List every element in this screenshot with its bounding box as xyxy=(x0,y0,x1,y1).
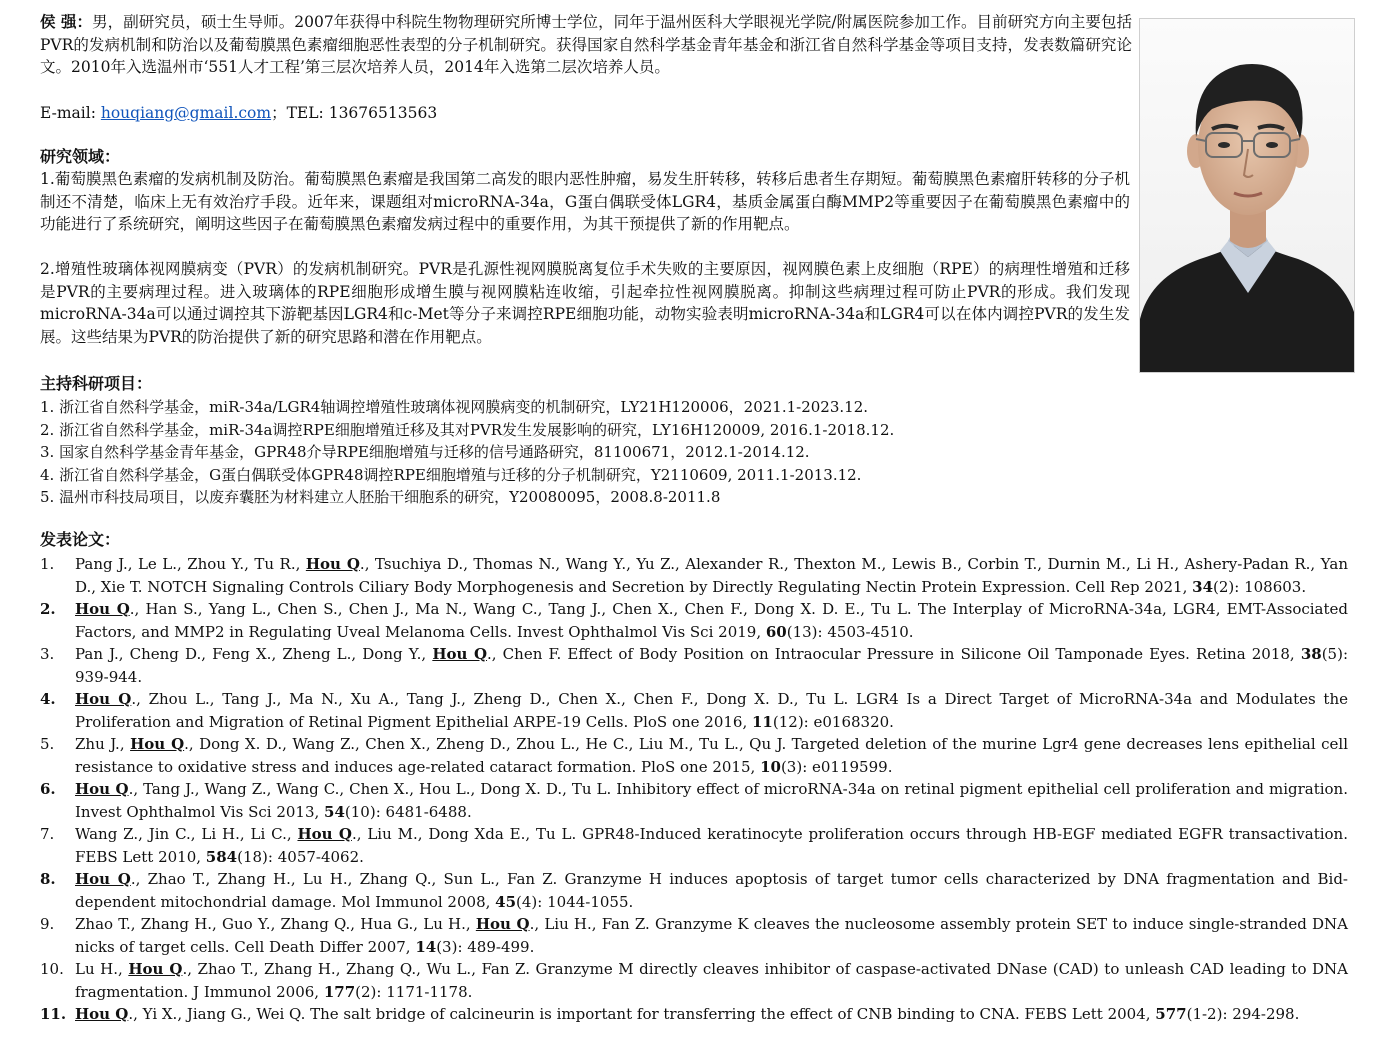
publication-item xyxy=(40,868,1348,913)
publication-citation xyxy=(75,1003,1348,1026)
project-item: 5. 温州市科技局项目，以废弃囊胚为材料建立人胚胎干细胞系的研究，Y20080095，2008.8-2011.8 xyxy=(40,488,721,506)
profile-intro xyxy=(40,11,1132,79)
publication-citation xyxy=(75,823,1348,868)
portrait-photo xyxy=(1139,18,1355,373)
publication-number: 10. xyxy=(40,960,64,978)
citation-issue: (3) xyxy=(436,937,458,956)
citation-rest: ., Liu H., Fan Z. Granzyme K cleaves the nucleosome assembly protein SET to induce single-stranded DNA nicks of target cells. Cell Death Differ 2007, xyxy=(75,915,1348,956)
citation-volume: 38 xyxy=(1300,645,1322,663)
publication-number: 7. xyxy=(40,825,55,843)
citation-volume: 14 xyxy=(415,937,437,956)
citation-issue: (10) xyxy=(344,802,376,821)
publications-list xyxy=(40,553,1348,1040)
email-label: E-mail: xyxy=(40,104,101,122)
citation-authors-before: Zhao T., Zhang H., Guo Y., Zhang Q., Hua G., Lu H., xyxy=(75,915,476,933)
citation-authors-before: Wang Z., Jin C., Li H., Li C., xyxy=(75,825,298,843)
publication-item xyxy=(40,913,1348,958)
citation-volume: 45 xyxy=(495,892,517,911)
publication-citation xyxy=(75,868,1348,913)
publication-item xyxy=(40,733,1348,778)
citation-pages: : e0168320. xyxy=(803,712,894,731)
citation-rest: ., Yi X., Jiang G., Wei Q. The salt bridge of calcineurin is important for transferring the effect of CNB binding to CNA. FEBS Lett 2004, xyxy=(128,1005,1156,1023)
publication-citation xyxy=(75,643,1348,688)
publication-item xyxy=(40,553,1348,598)
citation-pages: : 939-944. xyxy=(75,645,1348,686)
publication-number: 6. xyxy=(40,780,56,798)
publication-item xyxy=(40,1003,1348,1040)
citation-pages: : e0119599. xyxy=(802,757,893,776)
citation-rest: ., Tang J., Wang Z., Wang C., Chen X., Hou L., Dong X. D., Tu L. Inhibitory effect of microRNA-34a on retinal pigment epithelial cell proliferation and migration. Invest Ophthalmol Vis Sci 2013, xyxy=(75,780,1348,821)
citation-volume: 177 xyxy=(323,982,356,1001)
publication-citation xyxy=(75,958,1348,1003)
profile-intro-text: 男，副研究员，硕士生导师。2007年获得中科院生物物理研究所博士学位，同年于温州医科大学眼视光学院/附属医院参加工作。目前研究方向主要包括PVR的发病机制和防治以及葡萄膜黑色素瘤细胞恶性表型的分子机制研究。获得国家自然科学基金青年基金和浙江省自然科学基金等项目支持，发表数篇研究论文。2010年入选温州市‘551人才工程’第三层次培养人员，2014年入选第二层次培养人员。 xyxy=(40,13,1132,77)
citation-pages: : 4503-4510. xyxy=(817,622,914,641)
publication-number: 4. xyxy=(40,690,56,708)
citation-pages: : 294-298. xyxy=(1222,1005,1300,1023)
author-highlight: Hou Q xyxy=(305,555,360,573)
citation-volume: 577 xyxy=(1155,1005,1187,1023)
citation-volume: 34 xyxy=(1192,577,1214,596)
project-item: 1. 浙江省自然科学基金，miR-34a/LGR4轴调控增殖性玻璃体视网膜病变的机制研究，LY21H120006，2021.1-2023.12. xyxy=(40,398,869,416)
citation-issue: (1-2) xyxy=(1186,1005,1223,1023)
citation-authors-before: Pan J., Cheng D., Feng X., Zheng L., Dong Y., xyxy=(75,645,433,663)
project-item: 2. 浙江省自然科学基金，miR-34a调控RPE细胞增殖迁移及其对PVR发生发展影响的研究，LY16H120009, 2016.1-2018.12. xyxy=(40,420,895,439)
citation-issue: (18) xyxy=(237,847,268,866)
publication-number: 3. xyxy=(40,645,55,663)
research-heading: 研究领域： xyxy=(40,147,121,166)
author-highlight: Hou Q xyxy=(75,600,130,618)
author-highlight: Hou Q xyxy=(75,870,131,888)
citation-issue: (2) xyxy=(1213,577,1235,596)
citation-pages: : 1171-1178. xyxy=(376,982,473,1001)
publication-citation xyxy=(75,688,1348,733)
citation-issue: (13) xyxy=(786,622,818,641)
citation-volume: 54 xyxy=(324,802,345,821)
citation-volume: 60 xyxy=(765,622,787,641)
citation-rest: ., Chen F. Effect of Body Position on Intraocular Pressure in Silicone Oil Tamponade Eyes. Retina 2018, xyxy=(487,645,1301,663)
citation-issue: (4) xyxy=(516,892,538,911)
publication-citation xyxy=(75,778,1348,823)
citation-rest: ., Zhou L., Tang J., Ma N., Xu A., Tang J., Zheng D., Chen X., Chen F., Dong X. D., Tu L. LGR4 Is a Direct Target of MicroRNA-34a and Modulates the Proliferation and Migration of Retinal Pigment Epithelial ARPE-19 Cells. PloS one 2016, xyxy=(75,690,1348,731)
citation-pages: : 1044-1055. xyxy=(537,892,634,911)
publication-number: 9. xyxy=(40,915,55,933)
citation-issue: (3) xyxy=(780,757,803,776)
citation-volume: 10 xyxy=(760,757,781,776)
tel-label: ；TEL: xyxy=(271,104,329,122)
author-highlight: Hou Q xyxy=(75,690,132,708)
citation-rest: ., Liu M., Dong Xda E., Tu L. GPR48-Induced keratinocyte proliferation occurs through HB-EGF mediated EGFR transactivation. FEBS Lett 2010, xyxy=(75,825,1348,866)
publication-item xyxy=(40,823,1348,868)
citation-pages: : 108603. xyxy=(1234,577,1307,596)
publication-citation xyxy=(75,553,1348,598)
publication-number: 8. xyxy=(40,870,56,888)
publication-number: 5. xyxy=(40,735,55,753)
citation-authors-before: Pang J., Le L., Zhou Y., Tu R., xyxy=(75,555,306,573)
citation-volume: 11 xyxy=(752,712,773,731)
author-highlight: Hou Q xyxy=(297,825,352,843)
author-highlight: Hou Q xyxy=(130,735,185,753)
citation-volume: 584 xyxy=(205,847,238,866)
publication-citation xyxy=(75,598,1348,643)
publication-number: 1. xyxy=(40,555,55,573)
publication-item xyxy=(40,958,1348,1003)
author-highlight: Hou Q xyxy=(75,780,129,798)
publication-item xyxy=(40,778,1348,823)
email-link[interactable]: houqiang@gmail.com xyxy=(100,104,272,122)
citation-rest: ., Zhao T., Zhang H., Zhang Q., Wu L., Fan Z. Granzyme M directly cleaves inhibitor of caspase-activated DNase (CAD) to unleash CAD leading to DNA fragmentation. J Immunol 2006, xyxy=(75,960,1349,1001)
citation-pages: : 6481-6488. xyxy=(375,802,472,821)
citation-authors-before: Zhu J., xyxy=(75,735,131,753)
author-highlight: Hou Q xyxy=(475,915,530,933)
publication-number: 11. xyxy=(40,1005,67,1023)
citation-issue: (5) xyxy=(1321,645,1343,663)
citation-pages: : 4057-4062. xyxy=(267,847,364,866)
author-highlight: Hou Q xyxy=(432,645,488,663)
author-highlight: Hou Q xyxy=(128,960,183,978)
research-item-2: 2.增殖性玻璃体视网膜病变（PVR）的发病机制研究。PVR是孔源性视网膜脱离复位手术失败的主要原因，视网膜色素上皮细胞（RPE）的病理性增殖和迁移是PVR的主要病理过程。进入玻璃体的RPE细胞形成增生膜与视网膜粘连收缩，引起牵拉性视网膜脱离。抑制这些病理过程可防止PVR的形成。我们发现microRNA-34a可以通过调控其下游靶基因LGR4和c-Met等分子来调控RPE细胞功能，动物实验表明microRNA-34a和LGR4可以在体内调控PVR的发生发展。这些结果为PVR的防治提供了新的研究思路和潜在作用靶点。 xyxy=(40,260,1130,346)
publication-item xyxy=(40,598,1348,643)
author-highlight: Hou Q xyxy=(75,1005,129,1023)
research-item-1: 1.葡萄膜黑色素瘤的发病机制及防治。葡萄膜黑色素瘤是我国第二高发的眼内恶性肿瘤，易发生肝转移，转移后患者生存期短。葡萄膜黑色素瘤肝转移的分子机制还不清楚，临床上无有效治疗手段。近年来，课题组对microRNA-34a，G蛋白偶联受体LGR4，基质金属蛋白酶MMP2等重要因子在葡萄膜黑色素瘤中的功能进行了系统研究，阐明这些因子在葡萄膜黑色素瘤发病过程中的重要作用，为其干预提供了新的作用靶点。 xyxy=(40,170,1130,234)
project-item: 4. 浙江省自然科学基金，G蛋白偶联受体GPR48调控RPE细胞增殖与迁移的分子机制研究，Y2110609, 2011.1-2013.12. xyxy=(40,465,862,484)
tel-value: 13676513563 xyxy=(328,104,438,122)
citation-rest: ., Han S., Yang L., Chen S., Chen J., Ma N., Wang C., Tang J., Chen X., Chen F., Dong X. D. E., Tu L. The Interplay of MicroRNA-34a, LGR4, EMT-Associated Factors, and MMP2 in Regulating Uveal Melanoma Cells. Invest Ophthalmol Vis Sci 2019, xyxy=(75,600,1349,641)
projects-heading: 主持科研项目： xyxy=(40,374,153,393)
citation-issue: (12) xyxy=(772,712,804,731)
citation-rest: ., Tsuchiya D., Thomas N., Wang Y., Yu Z., Alexander R., Thexton M., Lewis B., Corbin T., Durnin M., Li H., Ashery-Padan R., Yan D., Xie T. NOTCH Signaling Controls Ciliary Body Morphogenesis and Secretion by Directly Regulating Nectin Protein Expression. Cell Rep 2021, xyxy=(75,555,1349,596)
contact-line xyxy=(40,102,1132,125)
publication-citation xyxy=(75,913,1348,958)
citation-issue: (2) xyxy=(355,982,377,1001)
publication-number: 2. xyxy=(40,600,56,618)
publication-item xyxy=(40,643,1348,688)
citation-rest: ., Dong X. D., Wang Z., Chen X., Zheng D., Zhou L., He C., Liu M., Tu L., Qu J. Targeted deletion of the murine Lgr4 gene decreases lens epithelial cell resistance to oxidative stress and induces age-related cataract formation. PloS one 2015, xyxy=(75,735,1349,776)
citation-authors-before: Lu H., xyxy=(75,960,129,978)
publication-item xyxy=(40,688,1348,733)
publication-citation xyxy=(75,733,1348,778)
projects-list xyxy=(40,396,1130,509)
citation-rest: ., Zhao T., Zhang H., Lu H., Zhang Q., Sun L., Fan Z. Granzyme H induces apoptosis of target tumor cells characterized by DNA fragmentation and Bid-dependent mitochondrial damage. Mol Immunol 2008, xyxy=(75,870,1348,911)
publications-heading: 发表论文： xyxy=(40,530,121,549)
profile-name: 侯 强： xyxy=(40,12,93,31)
citation-pages: : 489-499. xyxy=(457,937,535,956)
project-item: 3. 国家自然科学基金青年基金，GPR48介导RPE细胞增殖与迁移的信号通路研究，81100671，2012.1-2014.12. xyxy=(40,443,810,461)
